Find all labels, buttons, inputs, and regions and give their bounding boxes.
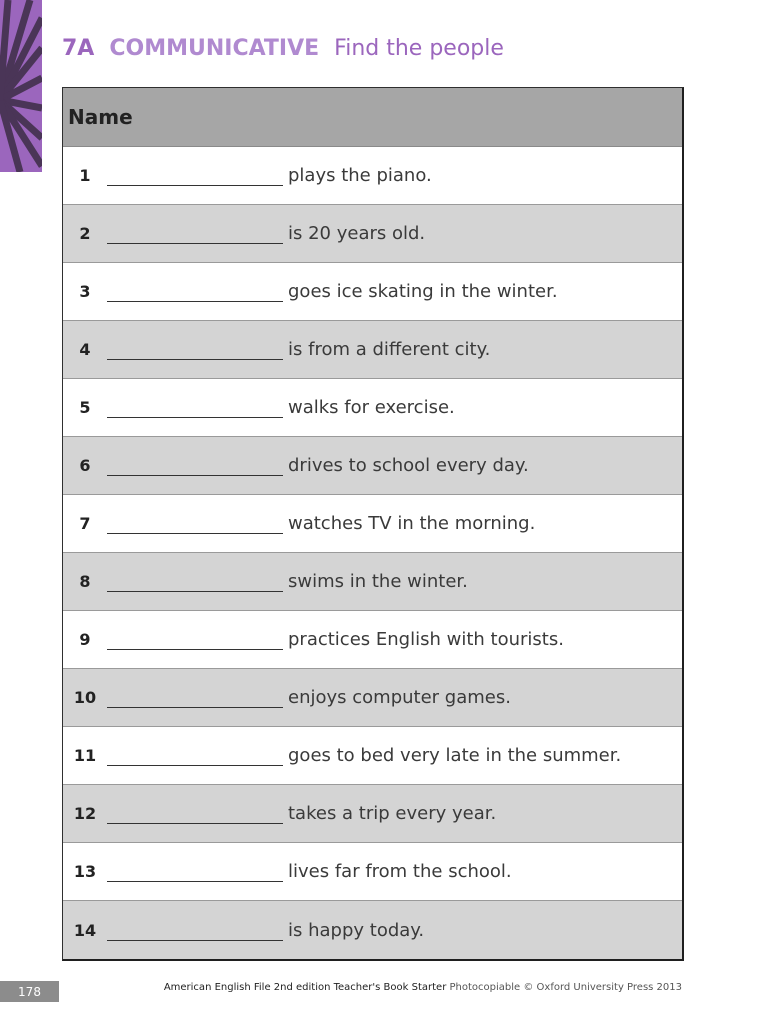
row-number: 3 <box>79 282 91 301</box>
row-text: swims in the winter. <box>288 571 468 592</box>
page-title <box>62 36 504 61</box>
row-number: 4 <box>79 340 91 359</box>
row-text: walks for exercise. <box>288 397 455 418</box>
page-number-label: 178 <box>18 984 41 999</box>
table-row <box>63 147 682 205</box>
row-text: goes to bed very late in the summer. <box>288 745 622 766</box>
row-number: 2 <box>79 224 91 243</box>
table-header <box>63 88 682 147</box>
row-number: 7 <box>79 514 91 533</box>
table-row <box>63 727 682 785</box>
row-text: practices English with tourists. <box>288 629 564 650</box>
footer-book-title: American English File 2nd edition Teacher's Book Starter <box>163 982 447 993</box>
name-blank[interactable] <box>107 922 283 941</box>
table-row <box>63 379 682 437</box>
name-blank[interactable] <box>107 457 283 476</box>
table-row <box>63 263 682 321</box>
name-blank[interactable] <box>107 515 283 534</box>
row-number: 5 <box>79 398 91 417</box>
row-text: is happy today. <box>288 919 425 941</box>
table-row <box>63 669 682 727</box>
row-text: goes ice skating in the winter. <box>288 281 558 302</box>
table-row <box>63 901 682 959</box>
row-number: 14 <box>73 920 97 940</box>
name-blank[interactable] <box>107 747 283 766</box>
row-text: lives far from the school. <box>288 861 512 882</box>
footer-credit <box>164 982 682 993</box>
row-number: 13 <box>73 862 97 881</box>
title-kind: COMMUNICATIVE <box>109 36 320 61</box>
row-number: 8 <box>79 572 91 591</box>
footer-copyright: Photocopiable © Oxford University Press 2013 <box>449 982 682 993</box>
row-number: 11 <box>73 746 97 765</box>
name-blank[interactable] <box>107 399 283 418</box>
table-row <box>63 785 682 843</box>
find-people-table <box>62 87 684 961</box>
table-row <box>63 843 682 901</box>
name-blank[interactable] <box>107 805 283 824</box>
sunburst-decoration <box>0 0 42 172</box>
name-blank[interactable] <box>107 225 283 244</box>
row-number: 10 <box>73 688 97 707</box>
name-blank[interactable] <box>107 631 283 650</box>
row-text: watches TV in the morning. <box>288 513 536 534</box>
row-text: is from a different city. <box>288 339 491 360</box>
row-text: drives to school every day. <box>288 455 529 476</box>
title-code: 7A <box>62 36 95 61</box>
row-number: 12 <box>73 804 97 823</box>
row-text: takes a trip every year. <box>288 803 497 824</box>
table-row <box>63 437 682 495</box>
table-row <box>63 205 682 263</box>
name-blank[interactable] <box>107 283 283 302</box>
row-text: is 20 years old. <box>288 223 426 244</box>
table-row <box>63 321 682 379</box>
table-row <box>63 495 682 553</box>
row-text: enjoys computer games. <box>288 687 511 708</box>
row-number: 1 <box>79 166 91 185</box>
table-header-label: Name <box>68 105 133 129</box>
row-text: plays the piano. <box>288 165 432 186</box>
table-row <box>63 611 682 669</box>
name-blank[interactable] <box>107 167 283 186</box>
table-row <box>63 553 682 611</box>
name-blank[interactable] <box>107 573 283 592</box>
row-number: 6 <box>79 456 91 475</box>
name-blank[interactable] <box>107 341 283 360</box>
title-subtitle: Find the people <box>334 36 504 61</box>
name-blank[interactable] <box>107 863 283 882</box>
page-number <box>0 981 59 1002</box>
name-blank[interactable] <box>107 689 283 708</box>
row-number: 9 <box>79 630 91 649</box>
